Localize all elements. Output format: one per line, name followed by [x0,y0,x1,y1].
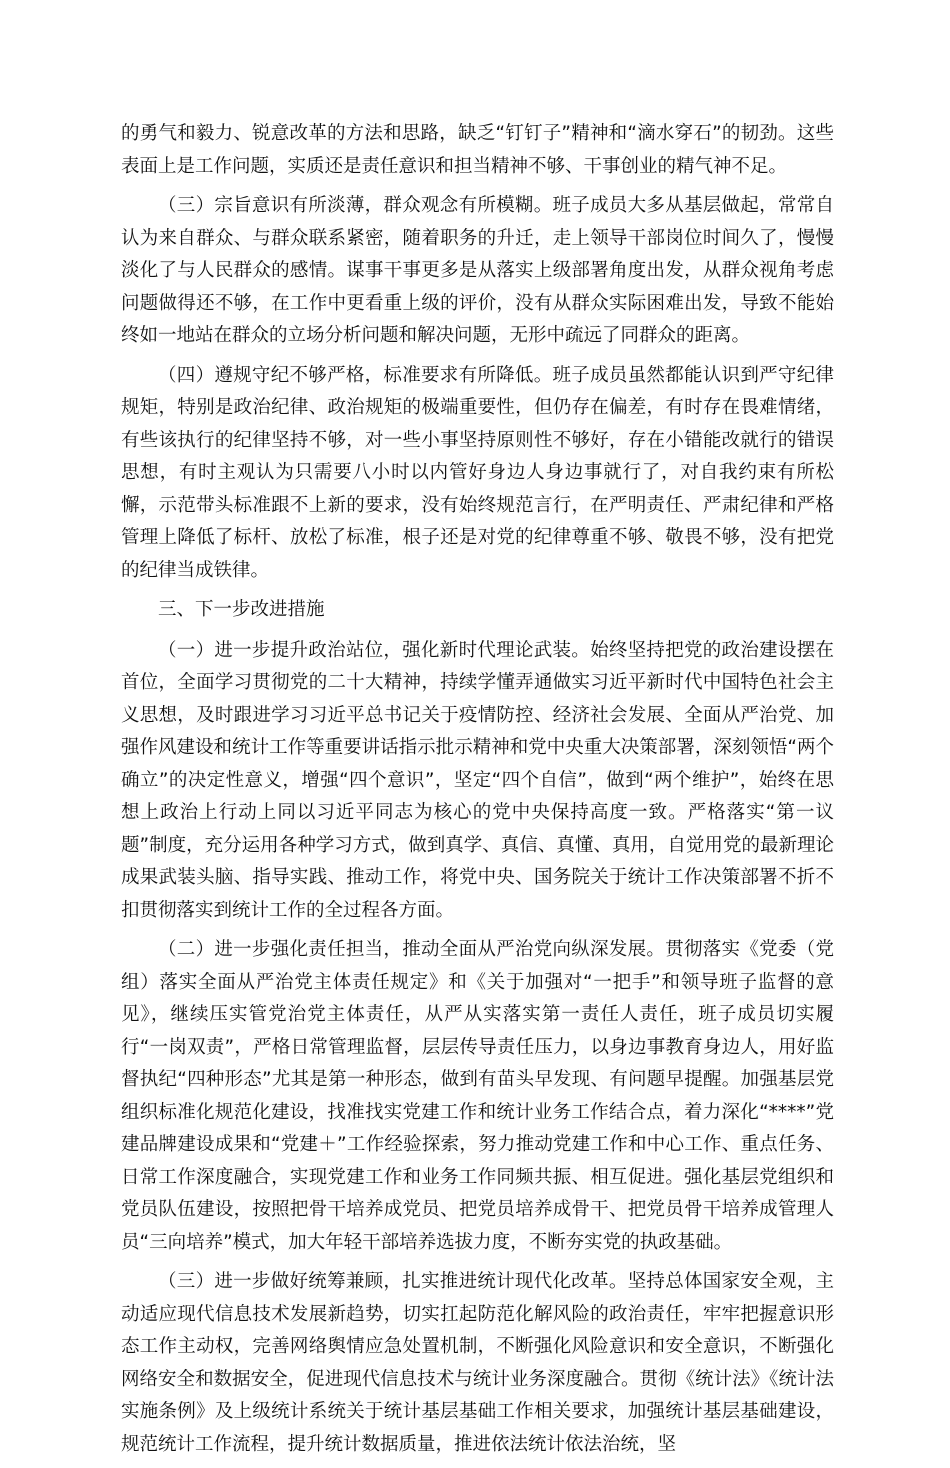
paragraph-item-4: （四）遵规守纪不够严格，标准要求有所降低。班子成员虽然都能认识到严守纪律规矩，特别是政治纪律、政治规矩的极端重要性，但仍存在偏差，有时存在畏难情绪，有些该执行的纪律坚持不够，对一些小事坚持原则性不够好，存在小错能改就行的错误思想，有时主观认为只需要八小时以内管好身边人身边事就行了，对自我约束有所松懈，示范带头标准跟不上新的要求，没有始终规范言行，在严明责任、严肃纪律和严格管理上降低了标杆、放松了标准，根子还是对党的纪律尊重不够、敬畏不够，没有把党的纪律当成铁律。 [121,364,834,581]
paragraph-item-3: （三）宗旨意识有所淡薄，群众观念有所模糊。班子成员大多从基层做起，常常自认为来自群众、与群众联系紧密，随着职务的升迁，走上领导干部岗位时间久了，慢慢淡化了与人民群众的感情。谋事干事更多是从落实上级部署角度出发，从群众视角考虑问题做得还不够，在工作中更看重上级的评价，没有从群众实际困难出发，导致不能始终如一地站在群众的立场分析问题和解决问题，无形中疏远了同群众的距离。 [121,195,834,346]
paragraph-continuation: 的勇气和毅力、锐意改革的方法和思路，缺乏“钉钉子”精神和“滴水穿石”的韧劲。这些表面上是工作问题，实质还是责任意识和担当精神不够、干事创业的精气神不足。 [121,123,834,177]
measure-item-1: （一）进一步提升政治站位，强化新时代理论武装。始终坚持把党的政治建设摆在首位，全面学习贯彻党的二十大精神，持续学懂弄通做实习近平新时代中国特色社会主义思想，及时跟进学习习近平总书记关于疫情防控、经济社会发展、全面从严治党、加强作风建设和统计工作等重要讲话指示批示精神和党中央重大决策部署，深刻领悟“两个确立”的决定性意义，增强“四个意识”，坚定“四个自信”，做到“两个维护”，始终在思想上政治上行动上同以习近平同志为核心的党中央保持高度一致。严格落实“第一议题”制度，充分运用各种学习方式，做到真学、真信、真懂、真用，自觉用党的最新理论成果武装头脑、指导实践、推动工作，将党中央、国务院关于统计工作决策部署不折不扣贯彻落实到统计工作的全过程各方面。 [121,639,834,921]
section-heading: 三、下一步改进措施 [158,599,325,620]
measure-item-2: （二）进一步强化责任担当，推动全面从严治党向纵深发展。贯彻落实《党委（党组）落实全面从严治党主体责任规定》和《关于加强对“一把手”和领导班子监督的意见》，继续压实管党治党主体责任，从严从实落实第一责任人责任，班子成员切实履行“一岗双责”，严格日常管理监督，层层传导责任压力，以身边事教育身边人，用好监督执纪“四种形态”尤其是第一种形态，做到有苗头早发现、有问题早提醒。加强基层党组织标准化规范化建设，找准找实党建工作和统计业务工作结合点，着力深化“****”党建品牌建设成果和“党建＋”工作经验探索，努力推动党建工作和中心工作、重点任务、日常工作深度融合，实现党建工作和业务工作同频共振、相互促进。强化基层党组织和党员队伍建设，按照把骨干培养成党员、把党员培养成骨干、把党员骨干培养成管理人员“三向培养”模式，加大年轻干部培养选拔力度，不断夯实党的执政基础。 [121,939,834,1253]
document-page [121,118,834,1468]
measure-item-3: （三）进一步做好统筹兼顾，扎实推进统计现代化改革。坚持总体国家安全观，主动适应现代信息技术发展新趋势，切实扛起防范化解风险的政治责任，牢牢把握意识形态工作主动权，完善网络舆情应急处置机制，不断强化风险意识和安全意识，不断强化网络安全和数据安全，促进现代信息技术与统计业务深度融合。贯彻《统计法》《统计法实施条例》及上级统计系统关于统计基层基础工作相关要求，加强统计基层基础建设，规范统计工作流程，提升统计数据质量，推进依法统计依法治统，坚 [121,1271,834,1455]
